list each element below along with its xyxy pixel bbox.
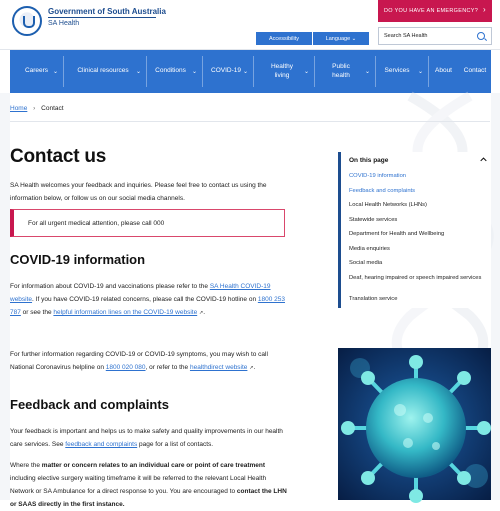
search-box (378, 27, 492, 45)
external-link-icon: ↗ (199, 310, 204, 316)
nav-item-healthy-living[interactable] (254, 50, 314, 93)
text-fragment: . If you have COVID-19 related concerns, please call the COVID-19 hotline on (32, 296, 258, 303)
otp-link-social[interactable]: Social media (349, 260, 383, 266)
national-helpline-link[interactable]: 1800 020 080 (105, 364, 146, 371)
covid-heading: COVID-19 information (10, 252, 146, 267)
nav-label: Services (384, 67, 410, 75)
on-this-page-list (349, 173, 489, 310)
text-fragment: Your feedback is important and helps us to make safety and quality improvements in our health care services. See (10, 428, 283, 448)
accessibility-button[interactable]: Accessibility (256, 32, 312, 45)
search-icon[interactable] (477, 32, 485, 40)
government-name[interactable]: Government of South Australia (48, 7, 166, 16)
sa-health-covid-link[interactable]: SA Health COVID-19 website (10, 283, 271, 303)
text-fragment: , or refer to the (145, 364, 190, 371)
covid-hotline-link[interactable]: 1800 253 787 (10, 296, 285, 316)
nav-label: Careers (24, 67, 49, 75)
chevron-up-icon[interactable] (480, 156, 487, 163)
page-title: Contact us (10, 146, 107, 167)
site-header (0, 0, 500, 50)
on-this-page-heading: On this page (349, 157, 389, 164)
language-button[interactable]: Language ⌄ (313, 32, 369, 45)
external-link-icon: ↗ (249, 365, 254, 371)
otp-link-translation[interactable]: Translation service (349, 295, 398, 302)
nav-item-clinical-resources[interactable] (64, 50, 146, 93)
urgent-alert (10, 209, 285, 237)
nav-item-contact[interactable] (459, 50, 491, 93)
nav-item-covid-19[interactable] (203, 50, 253, 93)
nav-label: Conditions (155, 67, 186, 75)
text-fragment: including elective surgery waiting timeframe it will be referred to the relevant Local Health Network or SA Ambulance for a direct response to you. You are encouraged to (10, 475, 267, 495)
otp-link-deaf-services[interactable]: Deaf, hearing impaired or speech impaired services (349, 274, 482, 281)
page-margin-right (491, 93, 500, 500)
nav-item-about[interactable] (429, 50, 458, 93)
nav-label: Contact (463, 67, 487, 75)
text-fragment: Where the (10, 462, 42, 469)
coronavirus-image (338, 348, 491, 500)
chevron-down-icon: ⌄ (303, 69, 309, 75)
on-this-page-panel (338, 152, 491, 308)
breadcrumb-divider (10, 121, 490, 122)
sa-government-crest-logo[interactable] (12, 6, 42, 36)
chevron-down-icon: ⌄ (135, 69, 141, 75)
chevron-right-icon: › (483, 5, 486, 14)
intro-paragraph: SA Health welcomes your feedback and inquiries. Please feel free to contact us using the information below, or follow us on our social media channels. (10, 182, 267, 202)
nav-item-conditions[interactable] (147, 50, 202, 93)
otp-link-feedback[interactable]: Feedback and complaints (349, 187, 416, 194)
search-input[interactable] (384, 31, 472, 41)
agency-name[interactable]: SA Health (48, 20, 80, 27)
otp-link-covid[interactable]: COVID-19 information (349, 173, 407, 179)
covid-info-lines-link[interactable]: helpful information lines on the COVID-19 website (53, 309, 198, 316)
feedback-complaints-link[interactable]: feedback and complaints (65, 441, 138, 448)
nav-label: Healthy living (270, 63, 294, 79)
feedback-paragraph-2 (10, 459, 290, 511)
text-fragment: page for a list of contacts. (137, 441, 214, 448)
breadcrumb-home-link[interactable]: Home (10, 105, 28, 112)
otp-link-lhns[interactable]: Local Health Networks (LHNs) (349, 202, 427, 208)
logo-divider (48, 17, 156, 18)
chevron-down-icon: ⌄ (242, 69, 248, 75)
chevron-down-icon: ⌄ (417, 69, 423, 75)
nav-label: Public health (332, 63, 350, 79)
covid-paragraph-2: For further information regarding COVID-19 or COVID-19 symptoms, you may wish to call National Coronavirus helpline on 1800 020 080, or refer to the healthdirect website ↗. (10, 351, 268, 371)
nav-item-careers[interactable] (10, 50, 63, 93)
chevron-down-icon: ⌄ (364, 69, 370, 75)
breadcrumb-separator: › (33, 105, 36, 112)
breadcrumb (10, 105, 64, 112)
nav-label: Clinical resources (77, 67, 129, 75)
nav-label: About (435, 67, 452, 75)
text-fragment: For further information regarding COVID-19 or COVID-19 symptoms, you may wish to call National Coronavirus helpline on (10, 351, 268, 371)
emergency-label: DO YOU HAVE AN EMERGENCY? (384, 8, 479, 14)
text-fragment: or see the (20, 309, 54, 316)
breadcrumb-current: Contact (41, 105, 64, 112)
nav-item-services[interactable] (376, 50, 428, 93)
bold-text: matter or concern relates to an individual care or point of care treatment (41, 462, 266, 469)
page-margin-left (0, 93, 10, 500)
feedback-heading: Feedback and complaints (10, 397, 169, 412)
otp-link-department[interactable]: Department for Health and Wellbeing (349, 231, 445, 237)
covid-paragraph-1: For information about COVID-19 and vaccinations please refer to the SA Health COVID-19 website. If you have COVID-19 related concerns, please call the COVID-19 hotline on 1800 253 787 or see the helpful information lines on the COVID-19 website ↗. (10, 283, 285, 316)
otp-link-statewide[interactable]: Statewide services (349, 216, 398, 223)
nav-label: COVID-19 (211, 67, 241, 75)
healthdirect-link[interactable]: healthdirect website (189, 364, 248, 371)
nav-item-public-health[interactable] (315, 50, 375, 93)
chevron-down-icon: ⌄ (52, 69, 58, 75)
text-fragment: For information about COVID-19 and vaccinations please refer to the (10, 283, 210, 290)
bold-text: contact the LHN or SAAS directly in the first instance. (10, 488, 287, 508)
otp-link-media[interactable]: Media enquiries (349, 245, 390, 252)
main-navigation (10, 50, 491, 93)
urgent-alert-text: For all urgent medical attention, please call 000 (28, 220, 165, 227)
chevron-down-icon: ⌄ (191, 69, 197, 75)
emergency-button[interactable] (378, 0, 492, 22)
feedback-paragraph-1 (10, 425, 290, 451)
